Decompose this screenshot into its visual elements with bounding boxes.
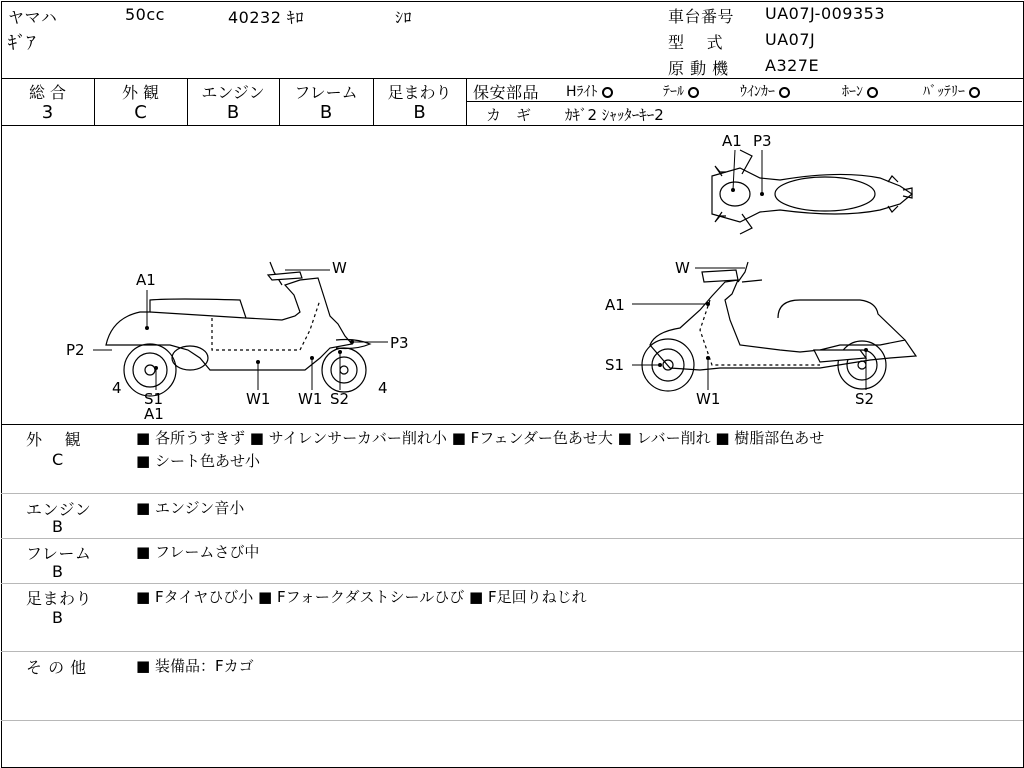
right-side-scooter [642,262,916,391]
damage-label: A1 [144,405,164,423]
engine-grade: B [226,102,240,123]
damage-label: W [675,259,690,277]
displacement: 50cc [125,5,165,24]
frame-grade: B [319,102,333,123]
damage-label: A1 [605,296,625,314]
divider [1,583,1023,584]
damage-label: S1 [144,390,164,408]
damage-label: W1 [246,390,271,408]
total-grade: 3 [41,102,54,123]
damage-label: W1 [298,390,323,408]
note-text-engine: ■ エンジン音小 [136,499,245,517]
safety-label: 保安部品 [473,83,540,102]
damage-label: S1 [605,356,625,374]
note-label-other: そ の 他 [26,658,87,677]
type-label: 型 式 [668,33,724,52]
divider [1,538,1023,539]
note-grade-engine: B [52,517,64,536]
divider [1,493,1023,494]
mileage: 40232 ｷﾛ [228,8,304,27]
divider [1,720,1023,721]
make: ヤマハ [8,8,58,27]
damage-label: A1 [722,132,742,150]
exterior-grade: C [134,102,147,123]
top-view-scooter [712,150,912,234]
headlight-label: Hﾗｲﾄ [566,84,598,100]
note-text-suspension: ■ Fタイヤひび小 ■ Fフォークダストシールひび ■ F足回りねじれ [136,588,587,606]
engine-model: A327E [765,56,820,75]
tail-label: ﾃｰﾙ [663,84,684,100]
key-label: カ ギ [486,106,532,124]
damage-label: W1 [696,390,721,408]
damage-label: P3 [753,132,772,150]
key-value: ｶｷﾞ2 ｼｬｯﾀｰｷｰ2 [565,106,664,124]
engine-model-label: 原 動 機 [668,59,729,78]
frame-no: UA07J-009353 [765,4,886,23]
note-label-frame: フレーム [26,544,92,563]
frame-no-label: 車台番号 [668,7,735,26]
note-text-exterior-2: ■ シート色あせ小 [136,452,260,470]
damage-label: S2 [855,390,875,408]
suspension-grade: B [413,102,426,123]
damage-label: W [332,259,347,277]
note-text-frame: ■ フレームさび中 [136,543,260,561]
engine-grade-label: エンジン [201,83,265,102]
divider [1,651,1023,652]
body-color: ｼﾛ [395,8,413,27]
damage-label: P3 [390,334,409,352]
frame-grade-label: フレーム [294,83,358,102]
type-value: UA07J [765,30,816,49]
winker-label: ｳｲﾝｶｰ [740,84,775,100]
note-label-suspension: 足まわり [26,589,93,608]
damage-label: A1 [136,271,156,289]
note-grade-exterior: C [52,450,64,469]
note-text-other: ■ 装備品：Fカゴ [136,657,254,675]
damage-label: 4 [112,379,122,397]
exterior-label: 外 観 [121,83,160,102]
horn-label: ﾎｰﾝ [842,84,863,100]
damage-label: S2 [330,390,350,408]
note-grade-frame: B [52,562,64,581]
suspension-grade-label: 足まわり [387,83,452,102]
note-label-engine: エンジン [26,500,92,519]
damage-label: P2 [66,341,85,359]
divider [1,424,1023,425]
note-text-exterior: ■ 各所うすきず ■ サイレンサーカバー削れ小 ■ Fフェンダー色あせ大 ■ レバー削れ ■ 樹脂部色あせ [136,429,825,447]
note-label-exterior: 外 観 [26,430,82,449]
battery-label: ﾊﾞｯﾃﾘｰ [923,84,965,100]
model-name: ｷﾞｱ [8,33,36,54]
total-label: 総 合 [28,83,67,102]
note-grade-suspension: B [52,608,64,627]
damage-label: 4 [378,379,388,397]
